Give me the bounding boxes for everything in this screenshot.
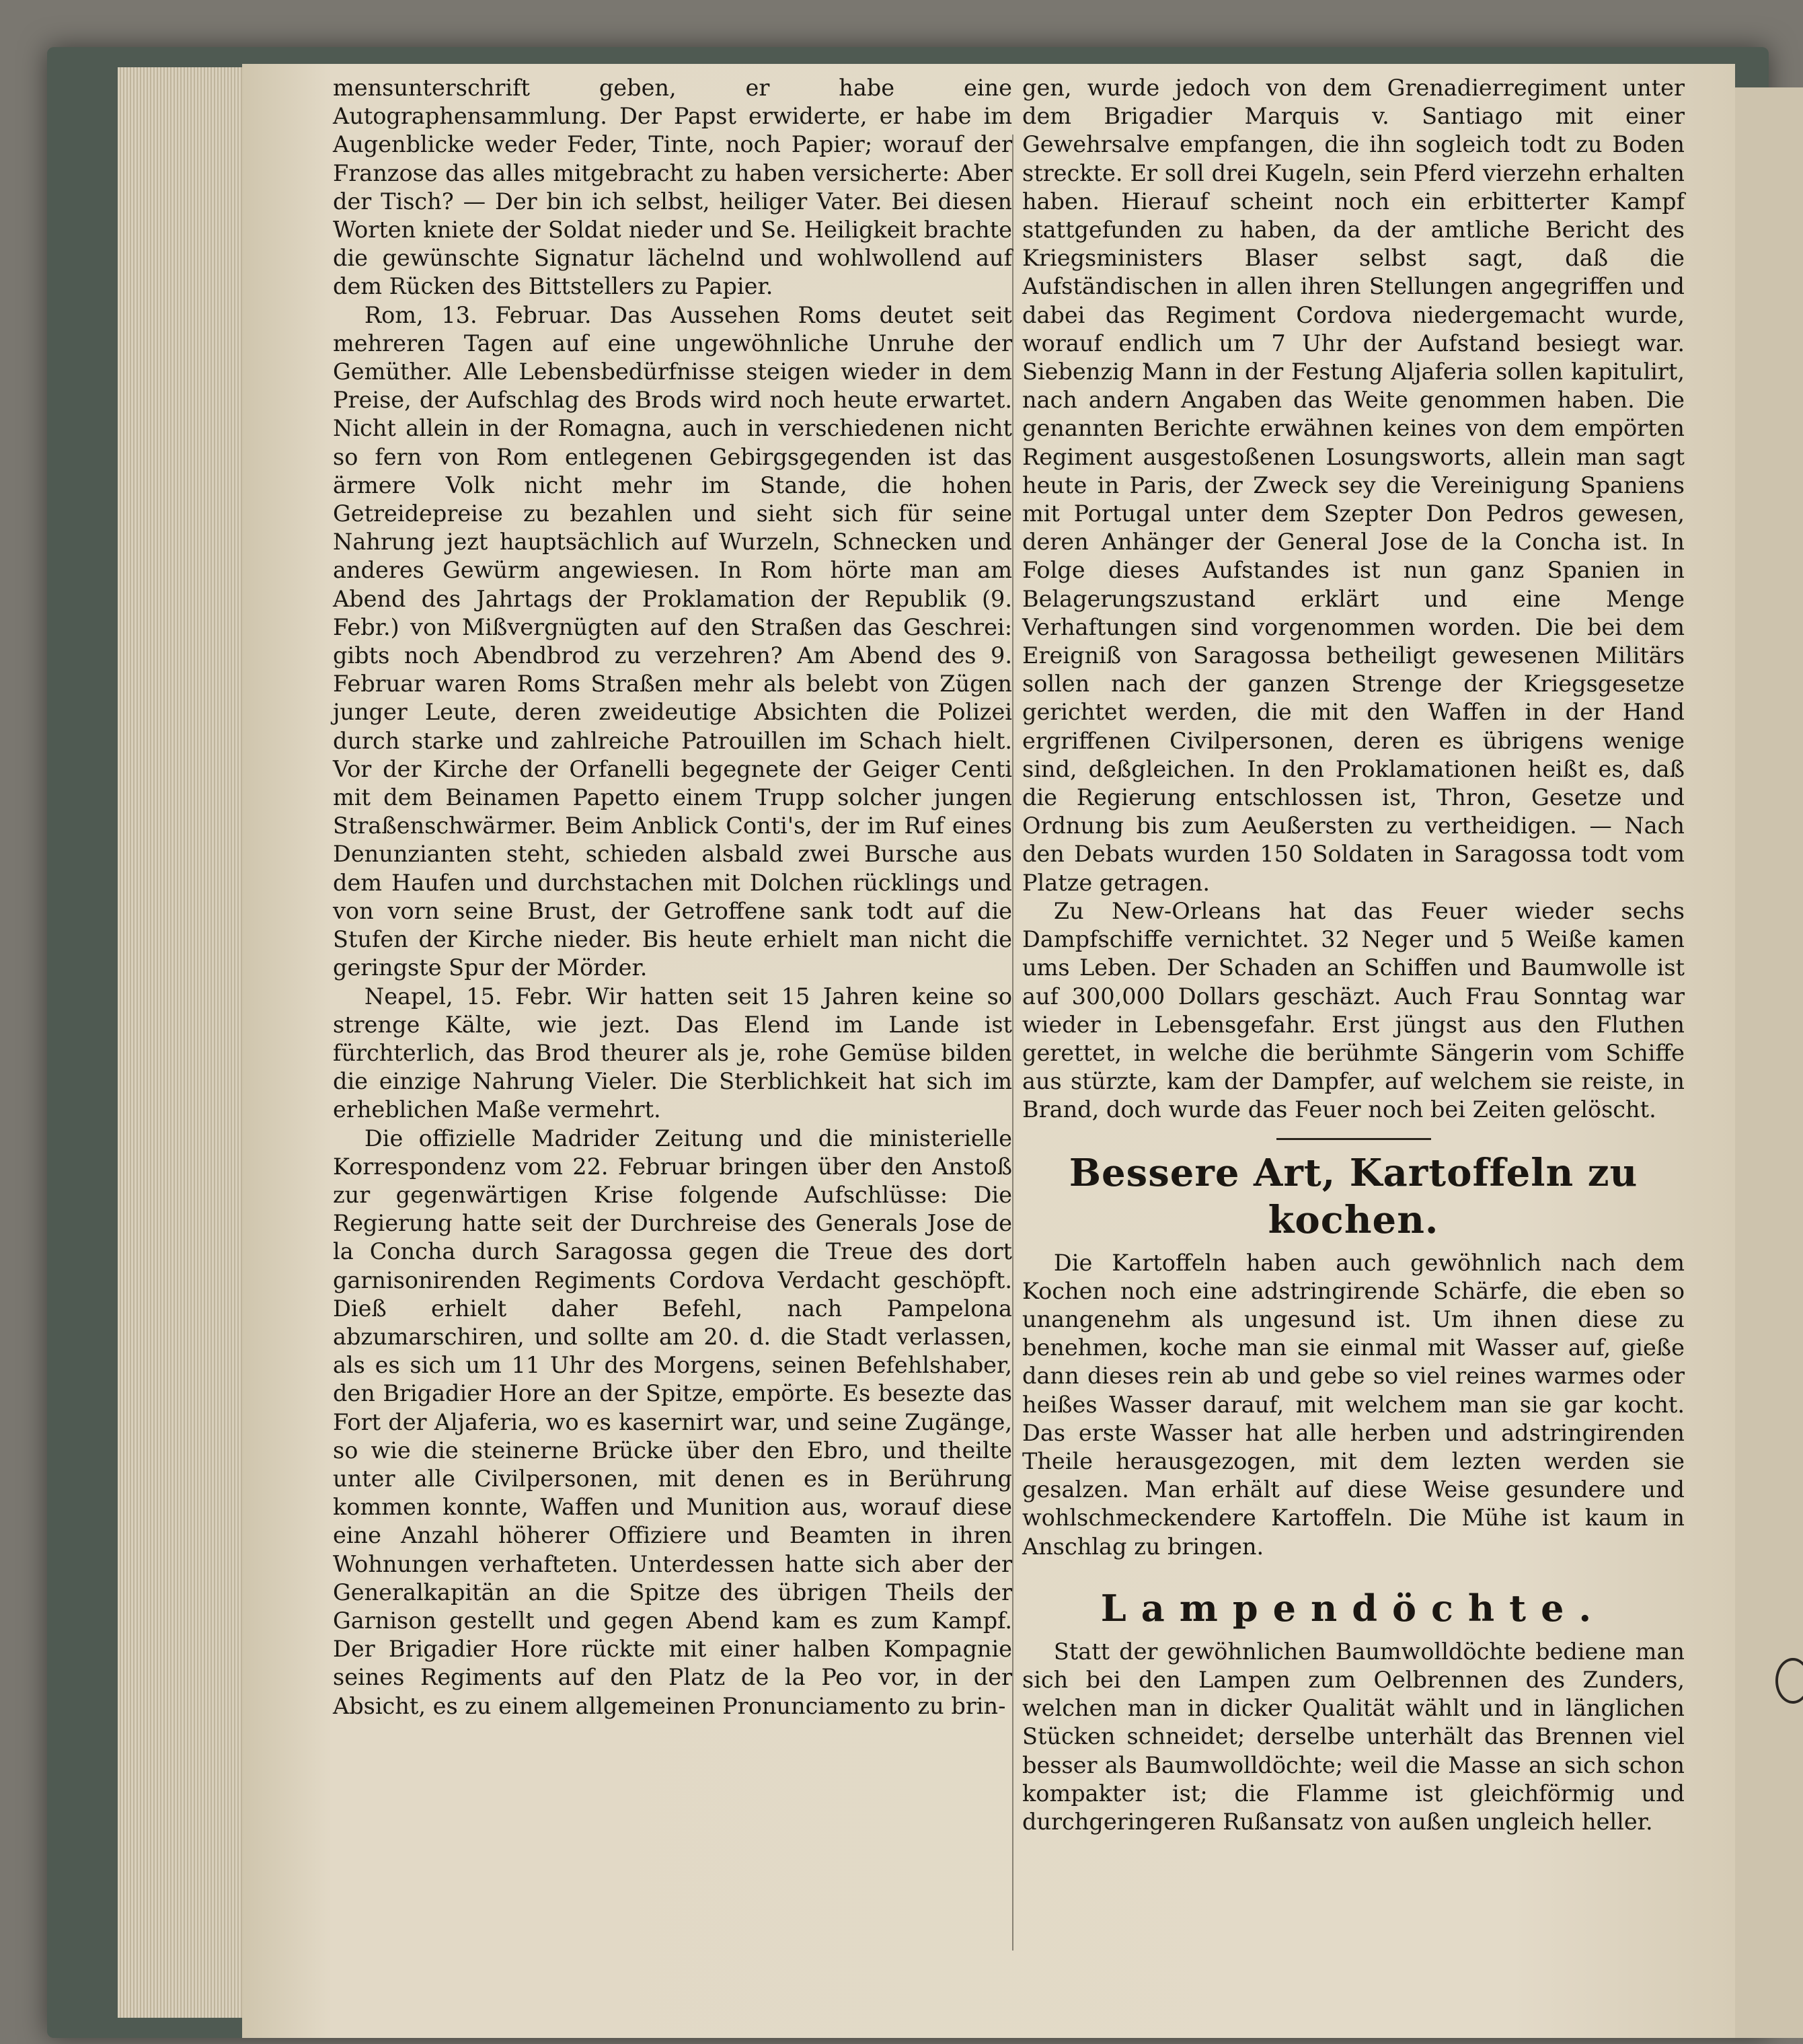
section-rule <box>1276 1138 1431 1140</box>
facing-page-edge <box>1735 87 1803 2038</box>
paragraph: Neapel, 15. Febr. Wir hatten seit 15 Jahren keine so strenge Kälte, wie jezt. Das Elend im Lande ist fürchterlich, das Brod theurer als je, rohe Gemüse bilden die einzige Nahrung Vieler. Die Sterblichkeit hat sich im erheblichen Maße vermehrt. <box>333 983 1012 1123</box>
page-edges <box>118 67 245 2018</box>
paragraph: Zu New-Orleans hat das Feuer wieder sechs Dampfschiffe vernichtet. 32 Neger und 5 Weiße kamen ums Leben. Der Schaden an Schiffen und Baumwolle ist auf 300,000 Dollars geschäzt. Auch Frau Sonntag war wieder in Lebensgefahr. Erst jüngst aus den Fluthen gerettet, in welche die berühmte Sängerin vom Schiffe aus stürzte, kam der Dampfer, auf welchem sie reiste, in Brand, doch wurde das Feuer noch bei Zeiten gelöscht. <box>1022 897 1685 1123</box>
section-heading: Bessere Art, Kartoffeln zu kochen. <box>1069 1150 1638 1242</box>
paragraph: Die Kartoffeln haben auch gewöhnlich nach dem Kochen noch eine adstringirende Schärfe, die eben so unangenehm als ungesund ist. Um ihnen diese zu benehmen, koche man sie einmal mit Wasser auf, gieße dann dieses rein ab und gebe so viel reines warmes oder heißes Wasser darauf, mit welchem man sie gar kocht. Das erste Wasser hat alle herben und adstringirenden Theile herausgezogen, mit dem lezten werden sie gesalzen. Man erhält auf diese Weise gesundere und wohlschmeckendere Kartoffeln. Die Mühe ist kaum in Anschlag zu bringen. <box>1022 1249 1685 1560</box>
paragraph: gen, wurde jedoch von dem Grenadierregiment unter dem Brigadier Marquis v. Santiago mit einer Gewehrsalve empfangen, die ihn sogleich todt zu Boden streckte. Er soll drei Kugeln, sein Pferd vierzehn erhalten haben. Hierauf scheint noch ein erbitterter Kampf stattgefunden zu haben, da der amtliche Bericht des Kriegsministers Blaser selbst sagt, daß die Aufständischen in allen ihren Stellungen angegriffen und dabei das Regiment Cordova niedergemacht wurde, worauf endlich um 7 Uhr der Aufstand besiegt war. Siebenzig Mann in der Festung Aljaferia sollen kapitulirt, nach andern Angaben das Weite genommen haben. Die genannten Berichte erwähnen keines von dem empörten Regiment ausgestoßenen Losungsworts, allein man sagt heute in Paris, der Zweck sey die Vereinigung Spaniens mit Portugal unter dem Szepter Don Pedros gewesen, deren Anhänger der General Jose de la Concha ist. In Folge dieses Aufstandes ist nun ganz Spanien in Belagerungszustand erklärt und eine Menge Verhaftungen sind vorgenommen worden. Die bei dem Ereigniß von Saragossa betheiligt gewesenen Militärs sollen nach der ganzen Strenge der Kriegsgesetze gerichtet werden, die mit den Waffen in der Hand ergriffenen Civilpersonen, deren es übrigens wenige sind, deßgleichen. In den Proklamationen heißt es, daß die Regierung entschlossen ist, Thron, Gesetze und Ordnung bis zum Aeußersten zu vertheidigen. — Nach den Debats wurden 150 Soldaten in Saragossa todt vom Platze getragen. <box>1022 75 1685 896</box>
paragraph: mensunterschrift geben, er habe eine Autographensammlung. Der Papst erwiderte, er habe im Augenblicke weder Feder, Tinte, noch Papier; worauf der Franzose das alles mitgebracht zu haben versicherte: Aber der Tisch? — Der bin ich selbst, heiliger Vater. Bei diesen Worten kniete der Soldat nieder und Se. Heiligkeit brachte die gewünschte Signatur lächelnd und wohlwollend auf dem Rücken des Bittstellers zu Papier. <box>333 75 1012 300</box>
paragraph: Statt der gewöhnlichen Baumwolldöchte bediene man sich bei den Lampen zum Oelbrennen des Zunders, welchen man in dicker Qualität wählt und in länglichen Stücken schneidet; derselbe unterhält das Brennen viel besser als Baumwolldöchte; weil die Masse an sich schon kompakter ist; die Flamme ist gleichförmig und durchgeringeren Rußansatz von außen ungleich heller. <box>1022 1638 1685 1835</box>
right-column <box>1022 74 1685 1836</box>
section-heading: Lampendöchte. <box>1100 1586 1607 1630</box>
paragraph: Rom, 13. Februar. Das Aussehen Roms deutet seit mehreren Tagen auf eine ungewöhnliche Unruhe der Gemüther. Alle Lebensbedürfnisse steigen wieder in dem Preise, der Aufschlag des Brods wird noch heute erwartet. Nicht allein in der Romagna, auch in verschiedenen nicht so fern von Rom entlegenen Gebirgsgegenden ist das ärmere Volk nicht mehr im Stande, die hohen Getreidepreise zu bezahlen und sieht sich für seine Nahrung jezt hauptsächlich auf Wurzeln, Schnecken und anderes Gewürm angewiesen. In Rom hörte man am Abend des Jahrtags der Proklamation der Republik (9. Febr.) von Mißvergnügten auf den Straßen das Geschrei: gibts noch Abendbrod zu verzehren? Am Abend des 9. Februar waren Roms Straßen mehr als belebt von Zügen junger Leute, deren zweideutige Absichten die Polizei durch starke und zahlreiche Patrouillen im Schach hielt. Vor der Kirche der Orfanelli begegnete der Geiger Centi mit dem Beinamen Papetto einem Trupp solcher jungen Straßenschwärmer. Beim Anblick Conti's, der im Ruf eines Denunzianten steht, schieden alsbald zwei Bursche aus dem Haufen und durchstachen mit Dolchen rücklings und von vorn seine Brust, der Getroffene sank todt auf die Stufen der Kirche nieder. Bis heute erhielt man nicht die geringste Spur der Mörder. <box>333 301 1012 981</box>
paragraph: Die offizielle Madrider Zeitung und die ministerielle Korrespondenz vom 22. Februar bringen über den Anstoß zur gegenwärtigen Krise folgende Aufschlüsse: Die Regierung hatte seit der Durchreise des Generals Jose de la Concha durch Saragossa gegen die Treue des dort garnisonirenden Regiments Cordova Verdacht geschöpft. Dieß erhielt daher Befehl, nach Pampelona abzumarschiren, und sollte am 20. d. die Stadt verlassen, als es sich um 11 Uhr des Morgens, seinen Befehlshaber, den Brigadier Hore an der Spitze, empörte. Es besezte das Fort der Aljaferia, wo es kasernirt war, und seine Zugänge, so wie die steinerne Brücke über den Ebro, und theilte unter alle Civilpersonen, mit denen es in Berührung kommen konnte, Waffen und Munition aus, worauf diese eine Anzahl höherer Offiziere und Beamten in ihren Wohnungen verhafteten. Unterdessen hatte sich aber der Generalkapitän an die Spitze des übrigen Theils der Garnison gestellt und gegen Abend kam es zum Kampf. Der Brigadier Hore rückte mit einer halben Kompagnie seines Regiments auf den Platz de la Peo vor, in der Absicht, es zu einem allgemeinen Pronunciamento zu brin- <box>333 1125 1012 1719</box>
left-column <box>333 74 1012 1720</box>
column-divider <box>1012 135 1013 1951</box>
